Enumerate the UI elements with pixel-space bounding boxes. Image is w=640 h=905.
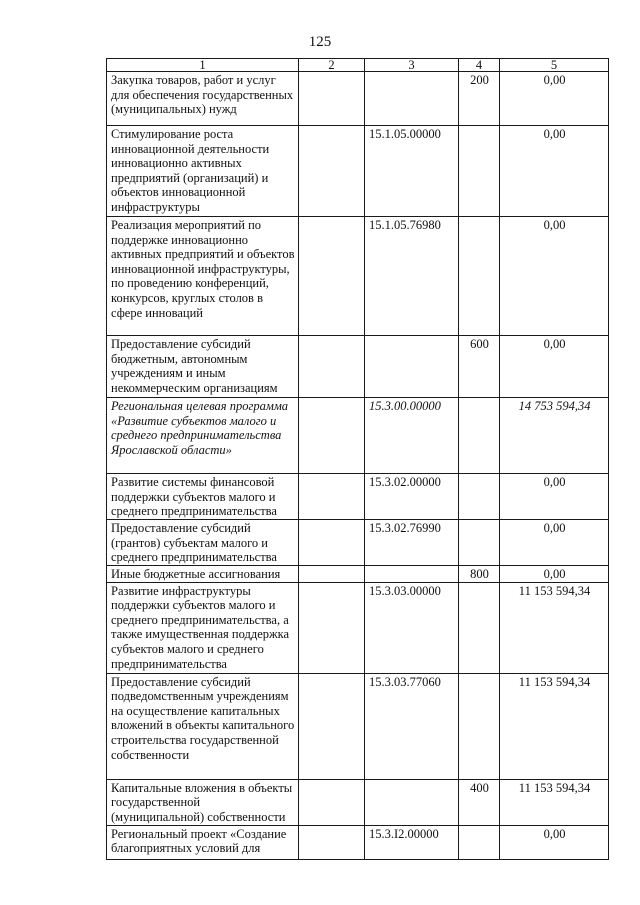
- row-name: Предоставление субсидий (грантов) субъектам малого и среднего предпринимательства: [107, 520, 299, 566]
- row-name: Региональный проект «Создание благоприятных условий для: [107, 825, 299, 859]
- column-header-5: 5: [500, 59, 609, 72]
- budget-table: [106, 58, 609, 860]
- row-amount: 0,00: [500, 126, 609, 217]
- table-row: [107, 336, 609, 398]
- row-code: 15.3.02.76990: [365, 520, 459, 566]
- table-row: [107, 398, 609, 474]
- row-code: [365, 779, 459, 825]
- row-code: 15.3.03.00000: [365, 582, 459, 673]
- row-code: [365, 566, 459, 583]
- row-expense-type: [459, 673, 500, 779]
- page-number: 125: [308, 34, 332, 50]
- row-amount: 14 753 594,34: [500, 398, 609, 474]
- column-header-1: 1: [107, 59, 299, 72]
- row-name: Капитальные вложения в объекты государственной (муниципальной) собственности: [107, 779, 299, 825]
- table-row: [107, 825, 609, 859]
- row-name: Реализация мероприятий по поддержке инновационно активных предприятий и объектов инновационной инфраструктуры, по проведению конференций, конкурсов, круглых столов в сфере инноваций: [107, 217, 299, 336]
- table-row: [107, 582, 609, 673]
- row-col2: [299, 336, 365, 398]
- row-code: 15.3.03.77060: [365, 673, 459, 779]
- row-name: Предоставление субсидий подведомственным учреждениям на осуществление капитальных вложений в объекты капитального строительства государственной собственности: [107, 673, 299, 779]
- row-col2: [299, 126, 365, 217]
- row-col2: [299, 566, 365, 583]
- row-amount: 0,00: [500, 336, 609, 398]
- table-row: [107, 779, 609, 825]
- row-name: Иные бюджетные ассигнования: [107, 566, 299, 583]
- row-amount: 0,00: [500, 72, 609, 126]
- column-header-2: 2: [299, 59, 365, 72]
- row-code: 15.3.00.00000: [365, 398, 459, 474]
- table-row: [107, 520, 609, 566]
- table-row: [107, 673, 609, 779]
- row-expense-type: [459, 217, 500, 336]
- row-col2: [299, 825, 365, 859]
- row-col2: [299, 474, 365, 520]
- column-header-4: 4: [459, 59, 500, 72]
- row-expense-type: [459, 126, 500, 217]
- row-amount: 0,00: [500, 474, 609, 520]
- table-row: [107, 566, 609, 583]
- row-expense-type: [459, 398, 500, 474]
- row-code: 15.1.05.76980: [365, 217, 459, 336]
- row-name: Развитие инфраструктуры поддержки субъектов малого и среднего предпринимательства, а также имущественная поддержка субъектов малого и среднего предпринимательства: [107, 582, 299, 673]
- row-code: [365, 336, 459, 398]
- row-expense-type: [459, 474, 500, 520]
- row-code: 15.3.I2.00000: [365, 825, 459, 859]
- row-amount: 0,00: [500, 825, 609, 859]
- row-expense-type: 800: [459, 566, 500, 583]
- table-row: [107, 474, 609, 520]
- row-col2: [299, 673, 365, 779]
- row-expense-type: 400: [459, 779, 500, 825]
- row-expense-type: [459, 520, 500, 566]
- row-expense-type: [459, 825, 500, 859]
- row-name: Предоставление субсидий бюджетным, автономным учреждениям и иным некоммерческим организациям: [107, 336, 299, 398]
- row-amount: 0,00: [500, 520, 609, 566]
- table-row: [107, 217, 609, 336]
- row-col2: [299, 582, 365, 673]
- row-expense-type: 200: [459, 72, 500, 126]
- row-amount: 11 153 594,34: [500, 582, 609, 673]
- row-expense-type: [459, 582, 500, 673]
- row-amount: 0,00: [500, 566, 609, 583]
- row-name: Закупка товаров, работ и услуг для обеспечения государственных (муниципальных) нужд: [107, 72, 299, 126]
- row-code: 15.1.05.00000: [365, 126, 459, 217]
- row-expense-type: 600: [459, 336, 500, 398]
- row-code: [365, 72, 459, 126]
- row-col2: [299, 398, 365, 474]
- row-code: 15.3.02.00000: [365, 474, 459, 520]
- row-amount: 0,00: [500, 217, 609, 336]
- row-amount: 11 153 594,34: [500, 673, 609, 779]
- column-header-3: 3: [365, 59, 459, 72]
- row-amount: 11 153 594,34: [500, 779, 609, 825]
- table-header-row: [107, 59, 609, 72]
- row-name: Региональная целевая программа «Развитие субъектов малого и среднего предпринимательства Ярославской области»: [107, 398, 299, 474]
- row-col2: [299, 779, 365, 825]
- row-name: Развитие системы финансовой поддержки субъектов малого и среднего предпринимательства: [107, 474, 299, 520]
- row-name: Стимулирование роста инновационной деятельности инновационно активных предприятий (организаций) и объектов инновационной инфраструктуры: [107, 126, 299, 217]
- row-col2: [299, 217, 365, 336]
- table-row: [107, 126, 609, 217]
- table-row: [107, 72, 609, 126]
- row-col2: [299, 72, 365, 126]
- row-col2: [299, 520, 365, 566]
